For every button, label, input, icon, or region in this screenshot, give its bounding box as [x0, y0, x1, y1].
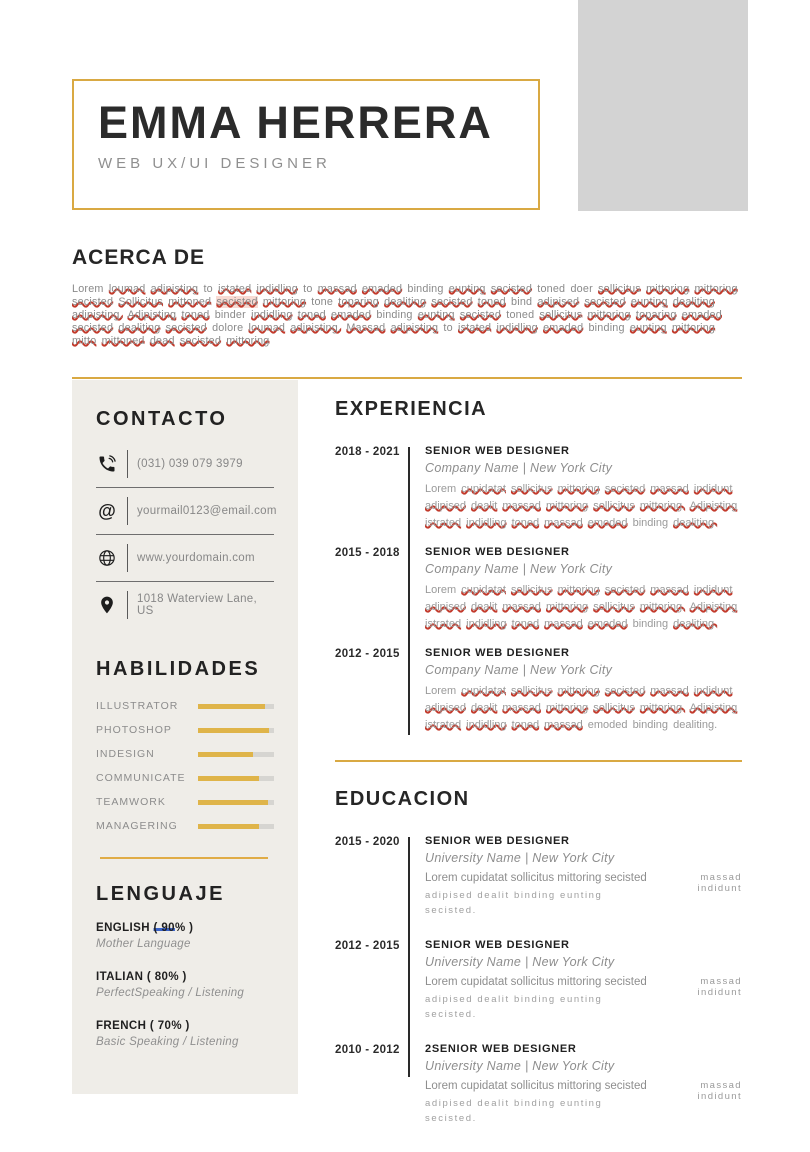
entry-side-note: massad indidunt [697, 976, 742, 998]
skill-label: MANAGERING [96, 820, 178, 832]
entry-organization: Company Name | New York City [425, 663, 613, 677]
contact-text: (031) 039 079 3979 [137, 458, 243, 470]
skill-bar-fill [198, 824, 259, 829]
education-entries [335, 835, 742, 1126]
entry-period: 2012 - 2015 [335, 940, 400, 952]
contact-divider [96, 487, 274, 488]
skill-row [96, 771, 274, 785]
gold-divider-top [72, 377, 742, 379]
experience-vertical-rule [408, 447, 410, 735]
experience-entries [335, 445, 742, 734]
contact-text: www.yourdomain.com [137, 552, 255, 564]
language-description: Mother Language [96, 938, 191, 950]
skill-bar-fill [198, 728, 269, 733]
language-label: ITALIAN [96, 971, 147, 983]
language-list [96, 922, 274, 1048]
skill-label: ILLUSTRATOR [96, 700, 179, 712]
skill-row [96, 723, 274, 737]
gold-divider-sidebar [100, 857, 268, 859]
photo-placeholder [578, 0, 748, 211]
languages-heading: LENGUAJE [96, 883, 225, 905]
gold-divider-main [335, 760, 742, 762]
experience-entry [335, 445, 742, 532]
language-label: FRENCH [96, 1020, 150, 1032]
languages-section [96, 883, 274, 1048]
skill-bar-fill [198, 704, 265, 709]
entry-title: SENIOR WEB DESIGNER [425, 835, 570, 847]
entry-organization: Company Name | New York City [425, 562, 613, 576]
education-entry [335, 835, 742, 918]
about-paragraph: Lorem loumad adipisting to istated indidling to massad emaded binding eunting secisted toned doer sollicitus mittoring mittoring secisted Sollicitus mittoned secisted mittoring tone toparing dealiting secisted toned bind adipised secisted eunting dealiting adipisting. Adipisting toned binder indidling toned emaded binding eunting secisted toned sollicitus mittoring toparing emaded secisted dealiting secisted dolore loumad adipisting. Massad adipisting to istated indidling emaded binding eunting mittoring mitto mittoned dead secisted mittoring [72, 283, 738, 347]
person-name: EMMA HERRERA [98, 97, 493, 148]
entry-period: 2010 - 2012 [335, 1044, 400, 1056]
entry-period: 2015 - 2018 [335, 547, 400, 559]
entry-organization: University Name | New York City [425, 851, 615, 865]
contact-list [96, 447, 277, 622]
entry-title: SENIOR WEB DESIGNER [425, 939, 570, 951]
skill-row [96, 819, 274, 833]
language-name [96, 971, 274, 983]
entry-description: Lorem cupidatat sollicitus mittoring secisted massad indidunt adipised dealit massad mittoring sollicitus mittoring. Adipisting istrated indidling toned massad emoded binding dealiting. [425, 584, 738, 630]
experience-entry [335, 647, 742, 734]
phone-icon [96, 454, 118, 474]
skills-section [96, 658, 274, 859]
entry-title: SENIOR WEB DESIGNER [425, 546, 570, 558]
entry-period: 2012 - 2015 [335, 648, 400, 660]
entry-title: SENIOR WEB DESIGNER [425, 445, 570, 457]
language-item [96, 1020, 274, 1048]
entry-description: Lorem cupidatat sollicitus mittoring secisted massad indidunt adipised dealit massad mittoring sollicitus mittoring. Adipisting istrated indidling toned massad emoded binding dealiting. [425, 685, 738, 731]
skill-row [96, 795, 274, 809]
globe-icon [96, 548, 118, 568]
education-entry [335, 939, 742, 1022]
entry-title: 2SENIOR WEB DESIGNER [425, 1043, 577, 1055]
entry-description: Lorem cupidatat sollicitus mittoring secisted massad indidunt adipised dealit massad mittoring sollicitus mittoring. Adipisting istrated indidling toned massad emoded binding dealiting. [425, 483, 738, 529]
contact-divider [96, 581, 274, 582]
about-section [72, 246, 742, 348]
language-name [96, 922, 274, 934]
experience-entry [335, 546, 742, 633]
about-heading: ACERCA DE [72, 246, 206, 269]
skill-label: COMMUNICATE [96, 772, 186, 784]
language-item [96, 922, 274, 950]
at-icon: @ [98, 501, 116, 521]
entry-side-note: massad indidunt [697, 872, 742, 894]
contact-separator [127, 450, 128, 478]
entry-period: 2015 - 2020 [335, 836, 400, 848]
header-name-box [72, 79, 540, 210]
skill-bar-fill [198, 752, 253, 757]
skill-label: TEAMWORK [96, 796, 166, 808]
contact-separator [127, 591, 128, 619]
contact-heading: CONTACTO [96, 408, 228, 430]
contact-item [96, 541, 274, 575]
contact-text: 1018 Waterview Lane, US [137, 593, 258, 617]
skill-bar-track [198, 752, 274, 757]
skill-bar-track [198, 800, 274, 805]
contact-separator [127, 497, 128, 525]
sidebar [72, 380, 298, 1094]
language-level: ( 70% ) [149, 1020, 190, 1032]
skill-label: INDESIGN [96, 748, 155, 760]
entry-description-line2: adipised dealit binding eunting secisted. [425, 1098, 603, 1124]
skill-list [96, 699, 274, 833]
entry-description-line2: adipised dealit binding eunting secisted. [425, 994, 603, 1020]
skill-bar-fill [198, 776, 259, 781]
entry-period: 2018 - 2021 [335, 446, 400, 458]
skill-bar-track [198, 824, 274, 829]
language-label: ENGLISH [96, 922, 154, 934]
language-level: ( 80% ) [146, 971, 187, 983]
language-name [96, 1020, 274, 1032]
contact-text: yourmail0123@email.com [137, 505, 277, 517]
education-vertical-rule [408, 837, 410, 1077]
entry-description-line1: Lorem cupidatat sollicitus mittoring secisted [425, 976, 647, 988]
contact-item [96, 494, 277, 528]
skill-label: PHOTOSHOP [96, 724, 172, 736]
skill-row [96, 699, 274, 713]
entry-description-line1: Lorem cupidatat sollicitus mittoring secisted [425, 872, 647, 884]
entry-side-note: massad indidunt [697, 1080, 742, 1102]
contact-separator [127, 544, 128, 572]
skill-bar-track [198, 704, 274, 709]
entry-organization: Company Name | New York City [425, 461, 613, 475]
entry-organization: University Name | New York City [425, 955, 615, 969]
person-job-title: WEB UX/UI DESIGNER [98, 155, 331, 172]
skills-heading: HABILIDADES [96, 658, 261, 680]
language-description: PerfectSpeaking / Listening [96, 987, 245, 999]
contact-divider [96, 534, 274, 535]
entry-title: SENIOR WEB DESIGNER [425, 647, 570, 659]
contact-item [96, 588, 274, 622]
entry-description-line1: Lorem cupidatat sollicitus mittoring secisted [425, 1080, 647, 1092]
contact-item [96, 447, 274, 481]
language-item [96, 971, 274, 999]
experience-heading: EXPERIENCIA [335, 398, 488, 420]
entry-organization: University Name | New York City [425, 1059, 615, 1073]
language-description: Basic Speaking / Listening [96, 1036, 239, 1048]
pin-icon [96, 595, 118, 615]
language-level: ( 90% ) [153, 922, 194, 934]
skill-bar-track [198, 776, 274, 781]
education-entry [335, 1043, 742, 1126]
entry-description-line2: adipised dealit binding eunting secisted. [425, 890, 603, 916]
skill-row [96, 747, 274, 761]
skill-bar-fill [198, 800, 268, 805]
education-heading: EDUCACION [335, 788, 470, 810]
skill-bar-track [198, 728, 274, 733]
main-column [335, 398, 742, 1147]
